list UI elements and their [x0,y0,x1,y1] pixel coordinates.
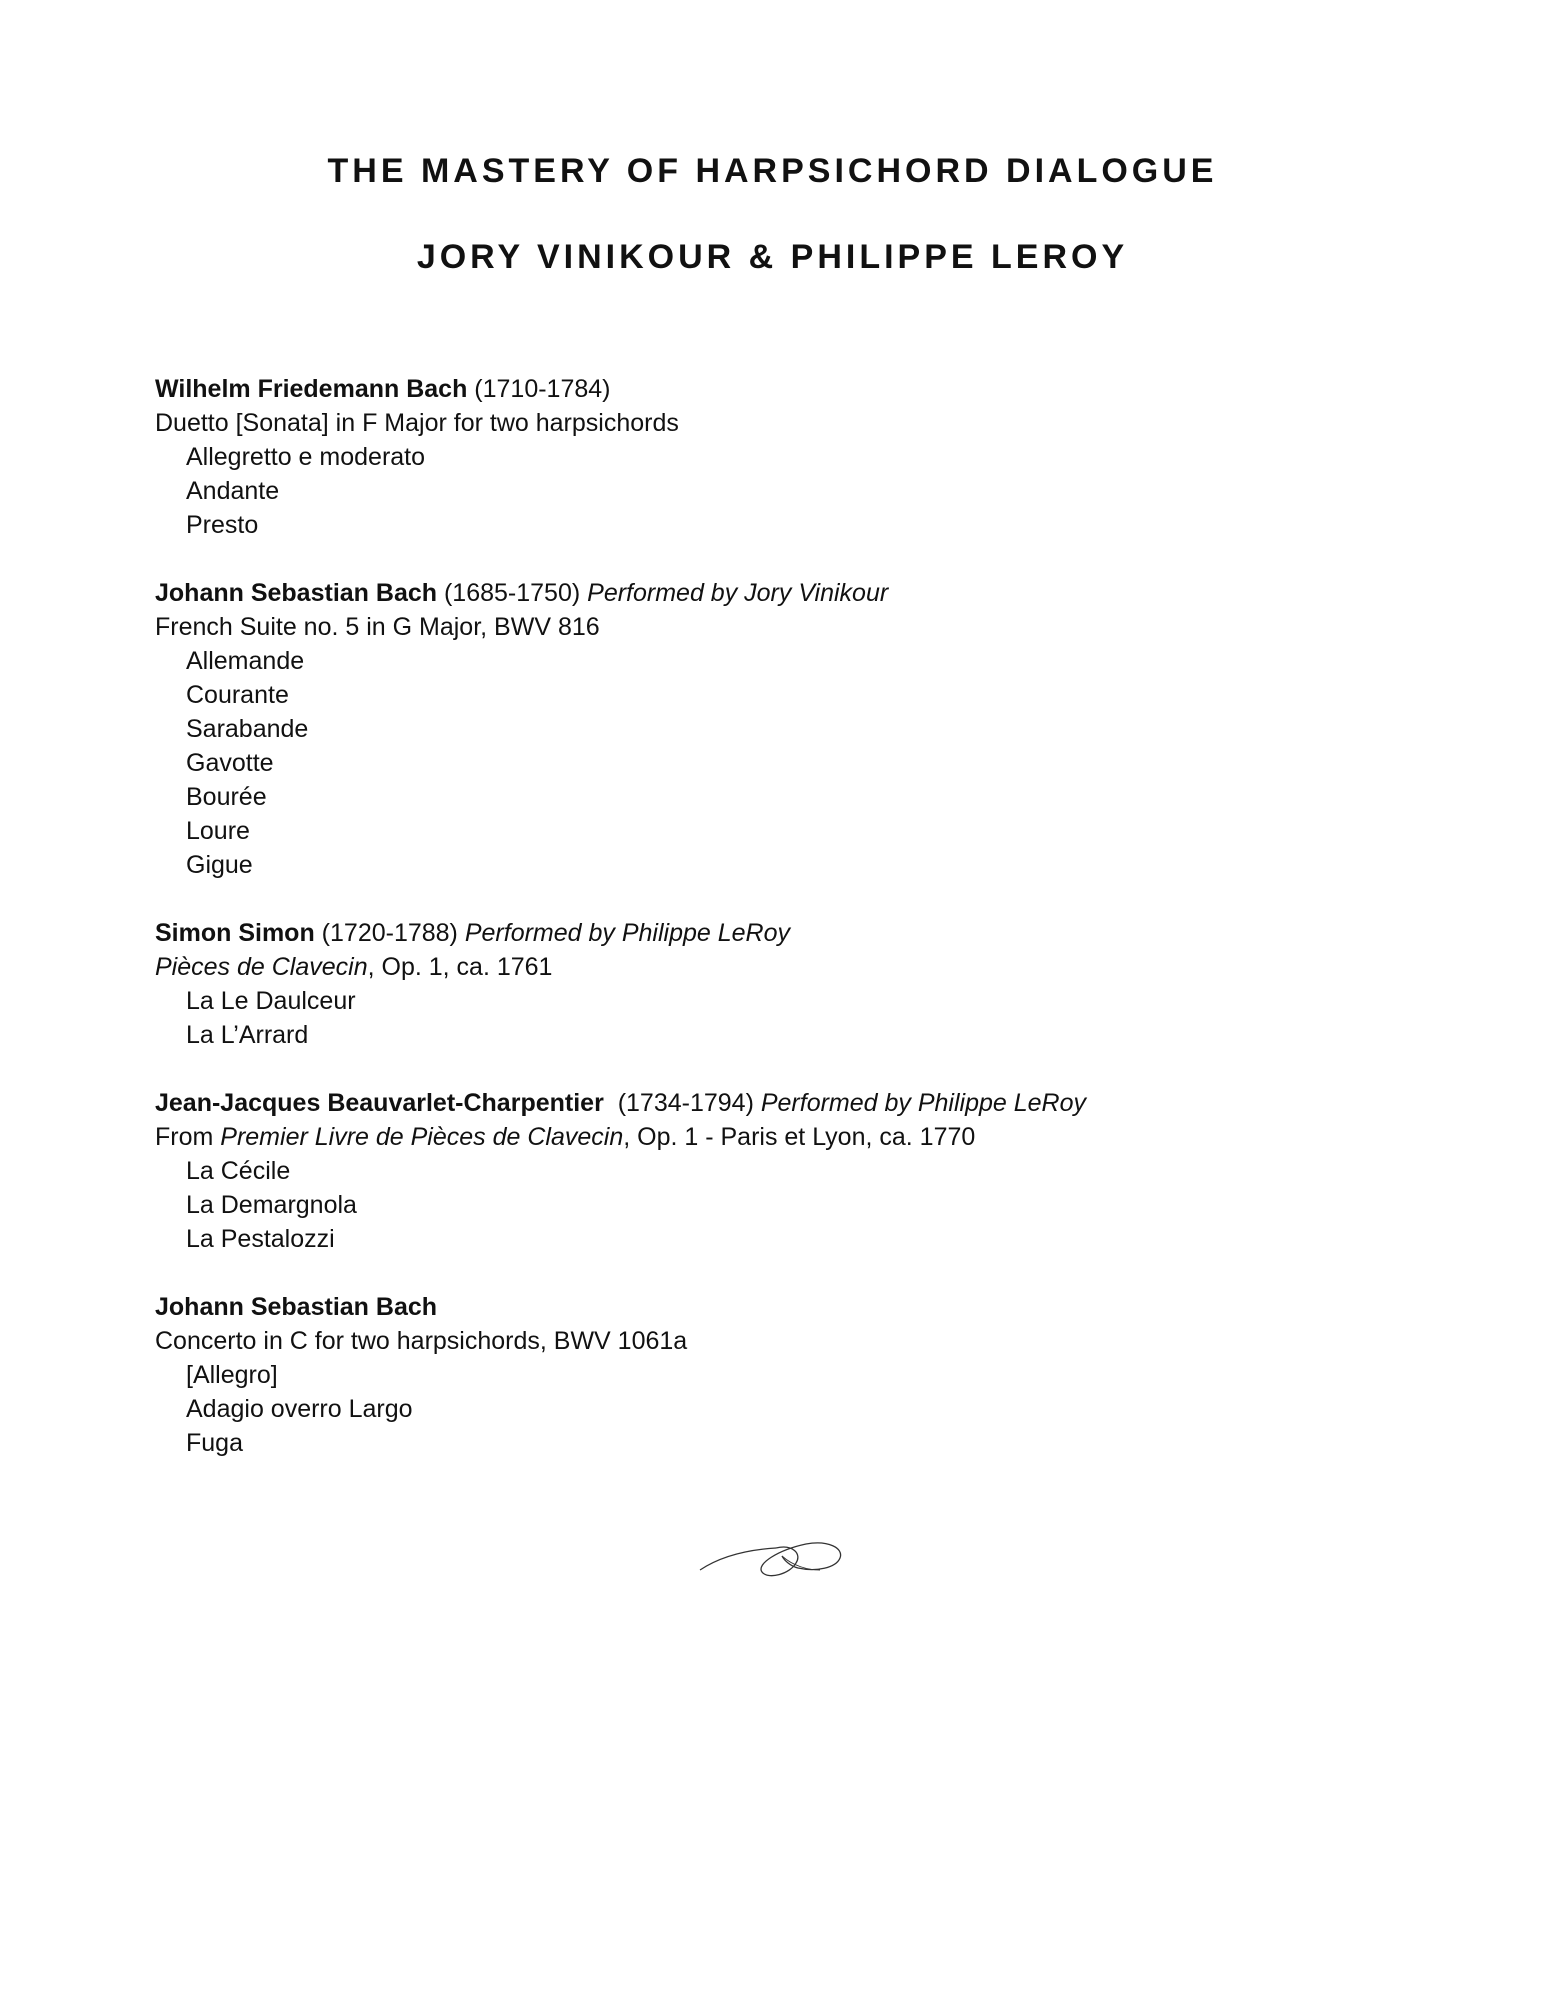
work-title: Pièces de Clavecin, Op. 1, ca. 1761 [155,953,553,981]
composer-line [155,1290,1405,1324]
performed-by: Performed by Philippe LeRoy [464,919,791,947]
program-item [155,576,1405,882]
movement: Courante [186,681,289,709]
performed-by: Performed by Jory Vinikour [587,579,889,607]
composer-name: Wilhelm Friedemann Bach [155,375,468,403]
performed-by: Performed by Philippe LeRoy [760,1089,1087,1117]
work-title: From Premier Livre de Pièces de Clavecin, Op. 1 - Paris et Lyon, ca. 1770 [155,1123,976,1151]
movement: La Pestalozzi [186,1225,335,1253]
composer-line [155,576,1405,610]
performers-heading: JORY VINIKOUR & PHILIPPE LEROY [416,238,1129,276]
composer-dates: (1734-1794) [603,1089,761,1117]
flourish-ornament-icon [698,1530,844,1584]
program-item [155,1086,1405,1256]
movement: La L’Arrard [186,1021,309,1049]
movement: Sarabande [186,715,309,743]
movement: Gavotte [186,749,274,777]
movement: [Allegro] [186,1361,278,1389]
composer-dates: (1685-1750) [437,579,588,607]
movement: Allegretto e moderato [186,443,426,471]
work-title: Concerto in C for two harpsichords, BWV 1061a [155,1327,688,1355]
composer-dates: (1710-1784) [467,375,611,403]
composer-dates: (1720-1788) [314,919,465,947]
movement: Loure [186,817,250,845]
work-title: Duetto [Sonata] in F Major for two harpsichords [155,409,679,437]
program-item [155,916,1405,1052]
movement: La Cécile [186,1157,291,1185]
composer-name: Johann Sebastian Bach [155,1293,438,1321]
program-item [155,1290,1405,1460]
composer-line [155,372,1405,406]
movement: Allemande [186,647,305,675]
movement: La Demargnola [186,1191,357,1219]
movement: Fuga [186,1429,243,1457]
movement: Andante [186,477,280,505]
composer-name: Jean-Jacques Beauvarlet-Charpentier [155,1089,604,1117]
composer-name: Johann Sebastian Bach [155,579,438,607]
movement: Adagio overro Largo [186,1395,413,1423]
movement: Gigue [186,851,253,879]
movement: Bourée [186,783,267,811]
movement: Presto [186,511,259,539]
movement: La Le Daulceur [186,987,356,1015]
work-title: French Suite no. 5 in G Major, BWV 816 [155,613,600,641]
composer-name: Simon Simon [155,919,315,947]
program-item [155,372,1405,542]
program-list [155,372,1405,1494]
concert-title: THE MASTERY OF HARPSICHORD DIALOGUE [327,152,1218,190]
composer-line [155,916,1405,950]
composer-line [155,1086,1405,1120]
